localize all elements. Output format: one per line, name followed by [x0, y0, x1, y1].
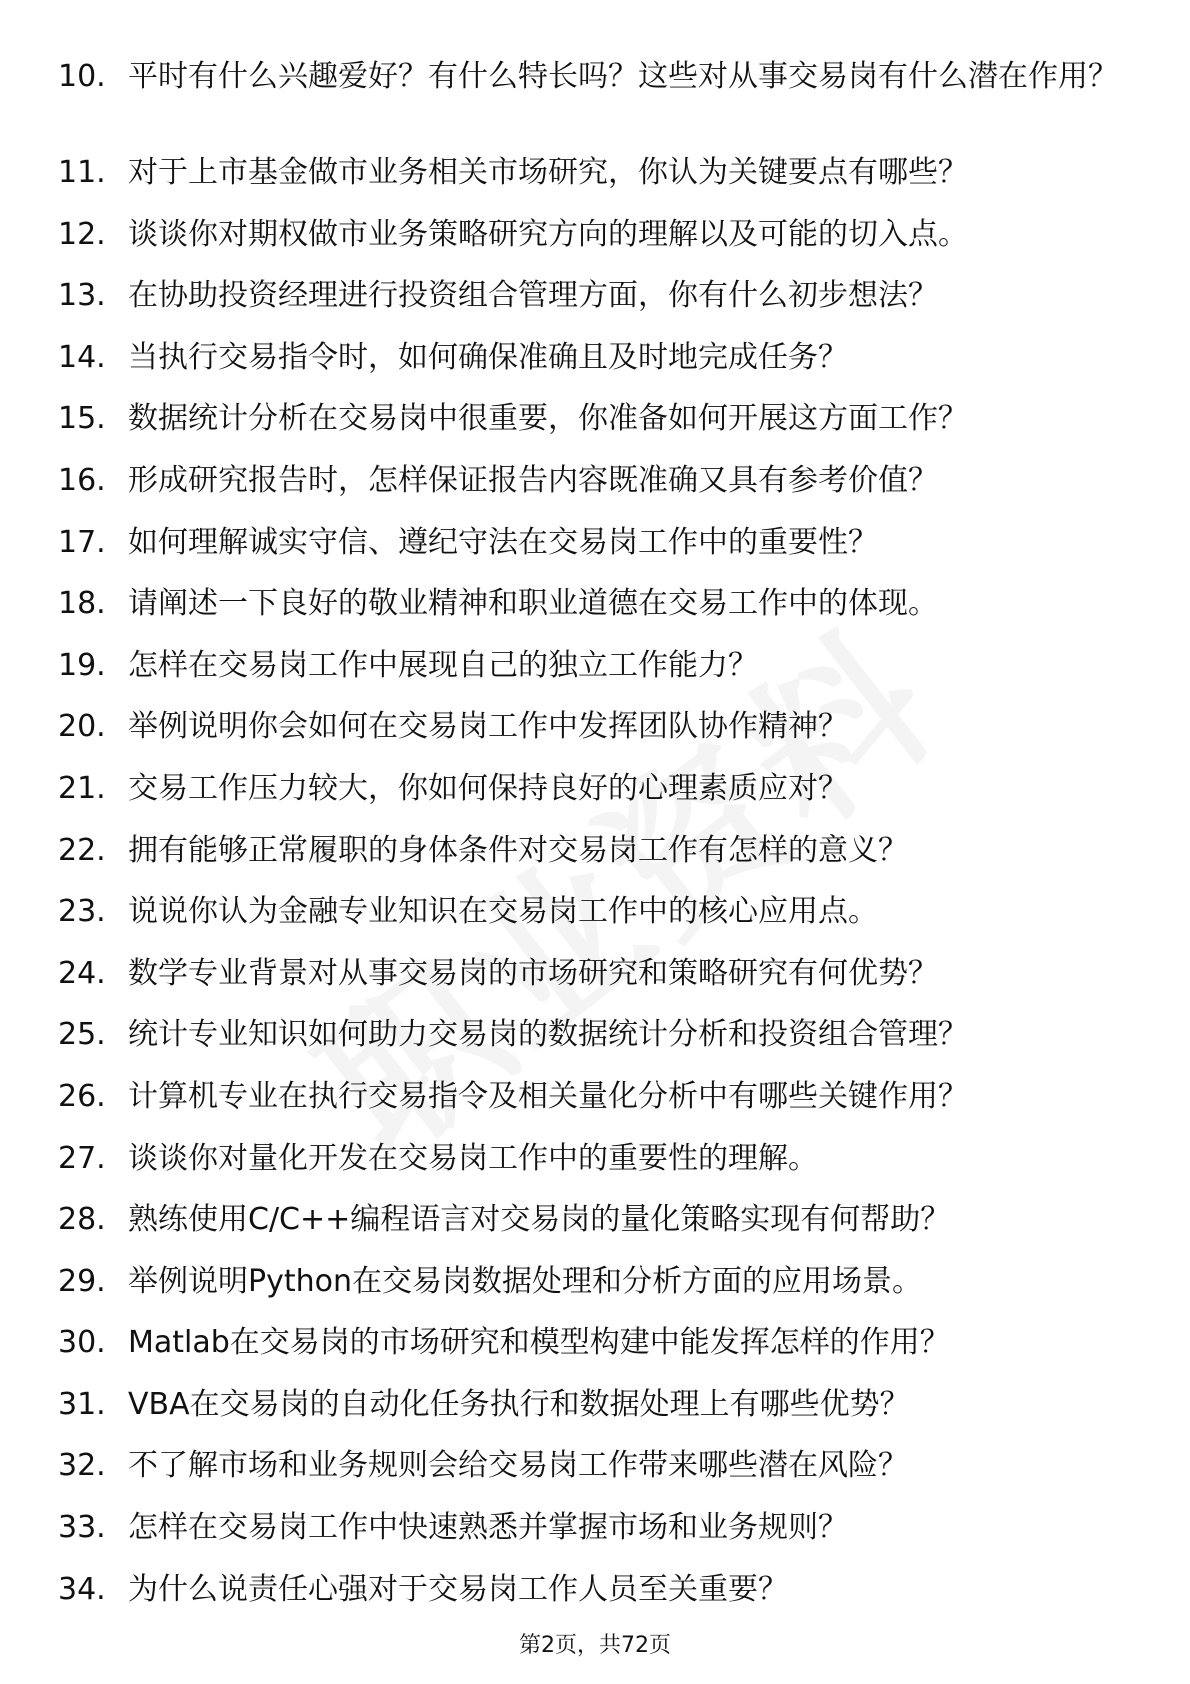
question-item	[0, 770, 1190, 832]
question-text: 举例说明Python在交易岗数据处理和分析方面的应用场景。	[128, 1263, 922, 1299]
question-text: 计算机专业在执行交易指令及相关量化分析中有哪些关键作用？	[128, 1078, 968, 1114]
question-number: 23.	[58, 894, 106, 930]
question-text: 当执行交易指令时，如何确保准确且及时地完成任务？	[128, 339, 848, 375]
question-text: 如何理解诚实守信、遵纪守法在交易岗工作中的重要性？	[128, 524, 878, 560]
question-number: 34.	[58, 1571, 106, 1607]
question-text: 对于上市基金做市业务相关市场研究，你认为关键要点有哪些？	[128, 155, 968, 190]
question-item	[0, 1447, 1190, 1509]
page-indicator: 第2页，共72页	[519, 1633, 671, 1658]
question-number: 26.	[58, 1078, 106, 1114]
question-item	[0, 462, 1190, 524]
question-text: 谈谈你对期权做市业务策略研究方向的理解以及可能的切入点。	[128, 216, 968, 252]
question-number: 10.	[58, 59, 106, 94]
question-item	[0, 1140, 1190, 1202]
question-text: 形成研究报告时，怎样保证报告内容既准确又具有参考价值？	[128, 462, 938, 498]
question-number: 11.	[58, 155, 106, 190]
question-number: 28.	[58, 1202, 106, 1238]
question-item	[0, 400, 1190, 462]
question-number: 17.	[58, 524, 106, 560]
question-text: 数学专业背景对从事交易岗的市场研究和策略研究有何优势？	[128, 955, 938, 991]
question-number: 29.	[58, 1263, 106, 1299]
question-item	[0, 1324, 1190, 1386]
question-number: 31.	[58, 1386, 106, 1422]
question-text: 谈谈你对量化开发在交易岗工作中的重要性的理解。	[128, 1140, 818, 1176]
question-item	[0, 277, 1190, 339]
question-number: 13.	[58, 278, 106, 314]
question-list	[0, 58, 1190, 1632]
question-text: 在协助投资经理进行投资组合管理方面，你有什么初步想法？	[128, 278, 938, 314]
question-item	[0, 524, 1190, 586]
question-text: VBA在交易岗的自动化任务执行和数据处理上有哪些优势？	[128, 1386, 910, 1422]
question-item	[0, 1509, 1190, 1571]
question-item	[0, 647, 1190, 709]
question-text: 统计专业知识如何助力交易岗的数据统计分析和投资组合管理？	[128, 1017, 968, 1053]
question-number: 21.	[58, 770, 106, 806]
question-item	[0, 1571, 1190, 1633]
question-number: 24.	[58, 955, 106, 991]
question-number: 25.	[58, 1017, 106, 1053]
question-number: 20.	[58, 709, 106, 745]
question-text: 拥有能够正常履职的身体条件对交易岗工作有怎样的意义？	[128, 832, 908, 868]
question-text: Matlab在交易岗的市场研究和模型构建中能发挥怎样的作用？	[128, 1325, 950, 1361]
question-text: 不了解市场和业务规则会给交易岗工作带来哪些潜在风险？	[128, 1448, 908, 1484]
question-number: 33.	[58, 1510, 106, 1546]
question-item	[0, 154, 1190, 216]
question-text: 说说你认为金融专业知识在交易岗工作中的核心应用点。	[128, 894, 878, 930]
question-number: 30.	[58, 1325, 106, 1361]
question-item	[0, 1201, 1190, 1263]
question-item	[0, 832, 1190, 894]
question-item	[0, 1386, 1190, 1448]
question-item	[0, 893, 1190, 955]
question-text: 熟练使用C/C++编程语言对交易岗的量化策略实现有何帮助？	[128, 1202, 951, 1238]
question-text: 平时有什么兴趣爱好？有什么特长吗？这些对从事交易岗有什么潜在作用？	[128, 59, 1118, 94]
question-text: 举例说明你会如何在交易岗工作中发挥团队协作精神？	[128, 709, 848, 745]
question-number: 16.	[58, 462, 106, 498]
question-number: 14.	[58, 339, 106, 375]
question-item	[0, 339, 1190, 401]
question-item	[0, 58, 1190, 154]
question-number: 12.	[58, 216, 106, 252]
question-number: 27.	[58, 1140, 106, 1176]
question-number: 22.	[58, 832, 106, 868]
question-text: 交易工作压力较大，你如何保持良好的心理素质应对？	[128, 770, 848, 806]
question-item	[0, 708, 1190, 770]
question-item	[0, 1078, 1190, 1140]
question-number: 18.	[58, 586, 106, 622]
question-item	[0, 955, 1190, 1017]
question-text: 怎样在交易岗工作中展现自己的独立工作能力？	[128, 647, 758, 683]
question-number: 32.	[58, 1448, 106, 1484]
question-number: 19.	[58, 647, 106, 683]
question-text: 怎样在交易岗工作中快速熟悉并掌握市场和业务规则？	[128, 1510, 848, 1546]
question-number: 15.	[58, 401, 106, 437]
question-item	[0, 585, 1190, 647]
question-item	[0, 216, 1190, 278]
question-item	[0, 1016, 1190, 1078]
question-text: 请阐述一下良好的敬业精神和职业道德在交易工作中的体现。	[128, 586, 938, 622]
question-text: 为什么说责任心强对于交易岗工作人员至关重要？	[128, 1571, 788, 1607]
question-item	[0, 1263, 1190, 1325]
question-text: 数据统计分析在交易岗中很重要，你准备如何开展这方面工作？	[128, 401, 968, 437]
